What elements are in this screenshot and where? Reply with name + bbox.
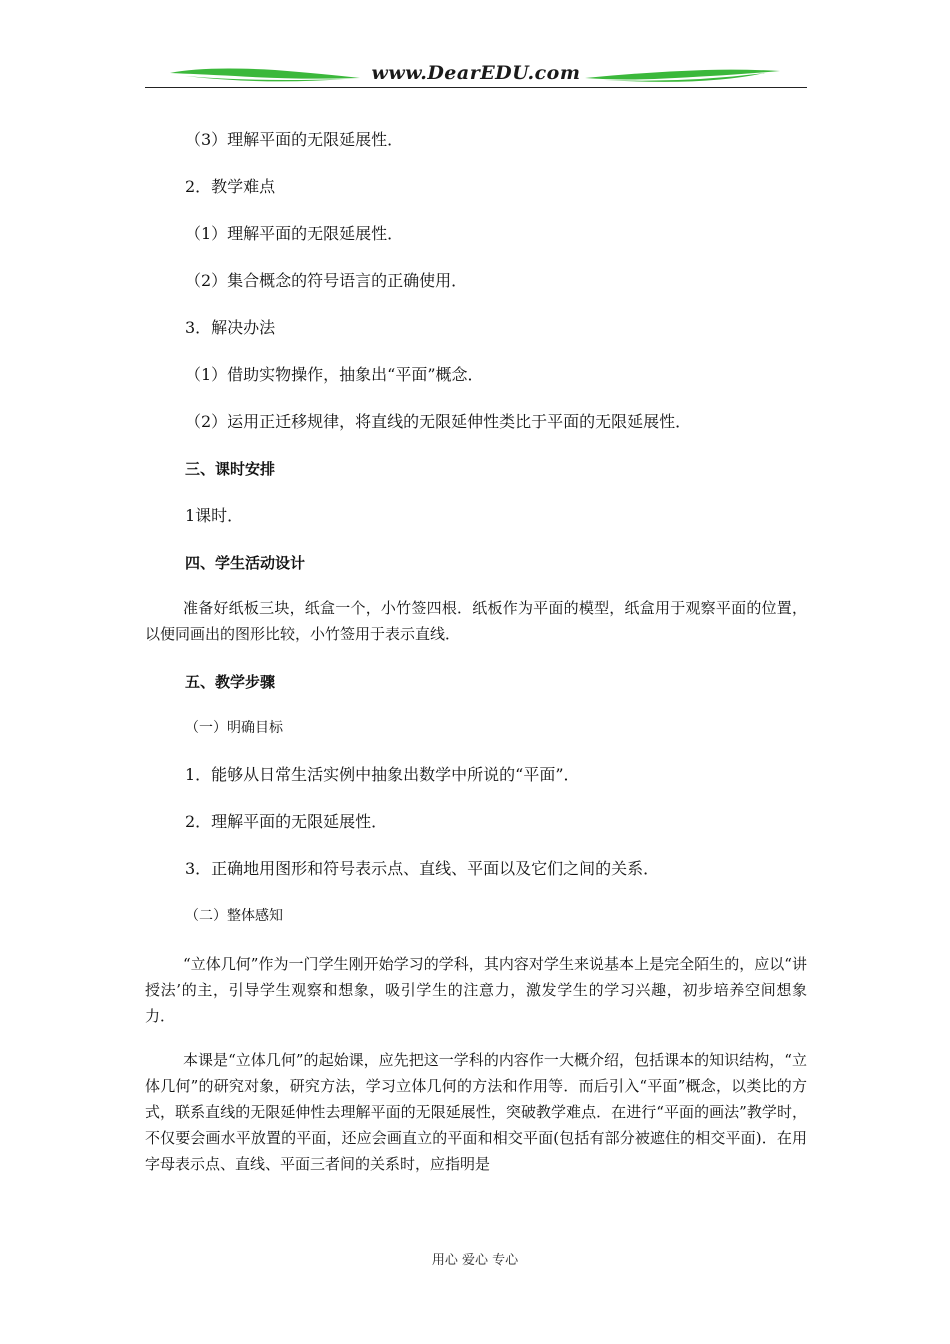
header-rule: [145, 87, 807, 88]
solution-line-2: （2）运用正迁移规律，将直线的无限延伸性类比于平面的无限延展性．: [185, 412, 692, 431]
schedule-text: 1课时．: [185, 506, 244, 525]
page-footer: 用心 爱心 专心: [431, 1253, 519, 1268]
site-logo-text: www.DearEDU.com: [371, 62, 581, 84]
activity-paragraph: 准备好纸板三块，纸盒一个，小竹签四根．纸板作为平面的模型，纸盒用于观察平面的位置，以便同画出的图形比较，小竹签用于表示直线．: [145, 599, 807, 643]
solution-heading: 3．解决办法: [185, 318, 276, 337]
goal-line-1: 1．能够从日常生活实例中抽象出数学中所说的“平面”．: [185, 765, 580, 784]
section-heading-schedule: 三、课时安排: [185, 460, 276, 478]
intro-paragraph-2: 本课是“立体几何”的起始课，应先把这一学科的内容作一大概介绍，包括课本的知识结构，“立体几何”的研究对象，研究方法，学习立体几何的方法和作用等．而后引入“平面”概念，以类比的方式，联系直线的无限延伸性去理解平面的无限延展性，突破教学难点．在进行“平面的画法”教学时，不仅要会画水平放置的平面，还应会画直立的平面和相交平面(包括有部分被遮住的相交平面)．在用字母表示点、直线、平面三者间的关系时，应指明是: [145, 1051, 807, 1173]
difficulty-heading: 2．教学难点: [185, 177, 276, 196]
subheading-goals: （一）明确目标: [185, 720, 283, 736]
objective-line-3: （3）理解平面的无限延展性．: [185, 130, 404, 149]
section-heading-steps: 五、教学步骤: [185, 673, 276, 691]
subheading-overview: （二）整体感知: [185, 908, 283, 924]
goal-line-2: 2．理解平面的无限延展性．: [185, 812, 388, 831]
goal-line-3: 3．正确地用图形和符号表示点、直线、平面以及它们之间的关系．: [185, 859, 660, 878]
page-header: [145, 60, 807, 90]
difficulty-line-1: （1）理解平面的无限延展性．: [185, 224, 404, 243]
solution-line-1: （1）借助实物操作，抽象出“平面”概念．: [185, 365, 484, 384]
section-heading-activity: 四、学生活动设计: [185, 554, 306, 572]
intro-paragraph-1: “立体几何”作为一门学生刚开始学习的学科，其内容对学生来说基本上是完全陌生的，应以“讲授法’的主，引导学生观察和想象，吸引学生的注意力，激发学生的学习兴趣，初步培养空间想象力．: [145, 955, 807, 1025]
difficulty-line-2: （2）集合概念的符号语言的正确使用．: [185, 271, 468, 290]
